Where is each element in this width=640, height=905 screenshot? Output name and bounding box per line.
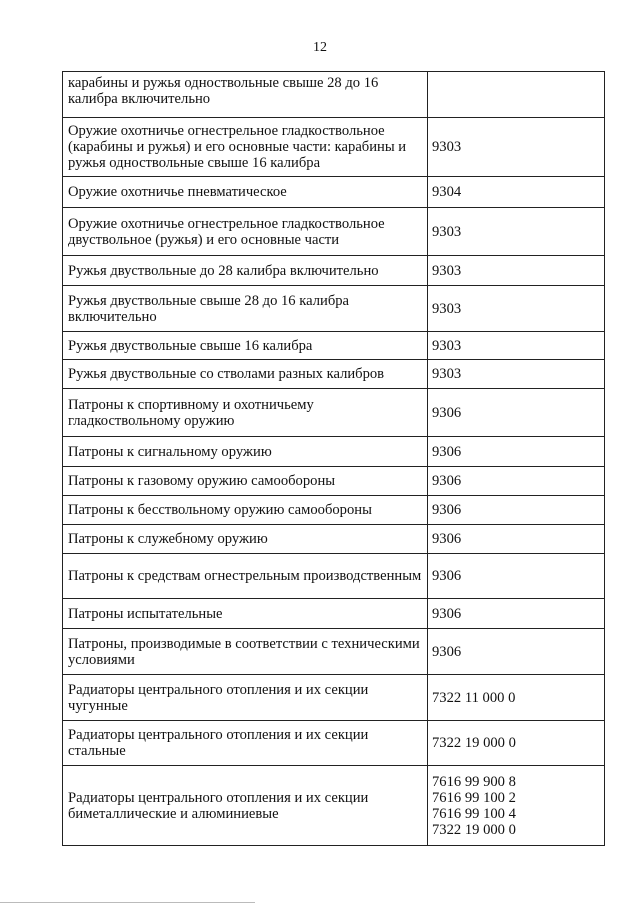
hs-code: 9306 xyxy=(432,404,462,421)
hs-code: 7616 99 100 4 xyxy=(432,805,516,822)
hs-code: 9306 xyxy=(432,473,462,489)
hs-code-cell xyxy=(428,554,605,599)
tariff-code-table xyxy=(62,71,605,846)
item-description: Ружья двуствольные свыше 16 калибра xyxy=(63,332,428,360)
item-description: Патроны к газовому оружию самообороны xyxy=(63,467,428,496)
hs-code-cell xyxy=(428,721,605,766)
item-description: Патроны испытательные xyxy=(63,599,428,629)
table-row xyxy=(63,118,605,177)
item-description: Патроны к сигнальному оружию xyxy=(63,437,428,467)
hs-code: 9306 xyxy=(432,568,462,584)
hs-code: 7616 99 100 2 xyxy=(432,789,516,806)
hs-code-cell xyxy=(428,286,605,332)
table-row xyxy=(63,467,605,496)
table-row xyxy=(63,256,605,286)
item-description: Ружья двуствольные со стволами разных калибров xyxy=(63,360,428,389)
item-description: Оружие охотничье пневматическое xyxy=(63,177,428,208)
hs-code: 9303 xyxy=(432,366,462,382)
item-description: Ружья двуствольные до 28 калибра включительно xyxy=(63,256,428,286)
hs-code-cell xyxy=(428,332,605,360)
hs-code: 9306 xyxy=(432,643,462,660)
hs-code-cell xyxy=(428,389,605,437)
table-row xyxy=(63,72,605,118)
table-row xyxy=(63,286,605,332)
item-description: Радиаторы центрального отопления и их секции стальные xyxy=(63,721,428,766)
hs-code: 9304 xyxy=(432,184,462,200)
table-body xyxy=(63,72,605,846)
item-description: Ружья двуствольные свыше 28 до 16 калибра включительно xyxy=(63,286,428,332)
hs-code-cell xyxy=(428,360,605,389)
table-row xyxy=(63,496,605,525)
hs-code: 9303 xyxy=(432,337,462,354)
hs-code: 7322 11 000 0 xyxy=(432,689,516,706)
hs-code-cell xyxy=(428,177,605,208)
item-description: Радиаторы центрального отопления и их секции чугунные xyxy=(63,675,428,721)
item-description: Радиаторы центрального отопления и их секции биметаллические и алюминиевые xyxy=(63,766,428,846)
item-description: Оружие охотничье огнестрельное гладкоствольное (карабины и ружья) и его основные части: карабины и ружья одноствольные свыше 16 калибра xyxy=(63,118,428,177)
hs-code: 9306 xyxy=(432,443,462,460)
table-row xyxy=(63,525,605,554)
table-row xyxy=(63,675,605,721)
hs-code: 9306 xyxy=(432,605,462,622)
page-number: 12 xyxy=(313,40,327,55)
table-row xyxy=(63,554,605,599)
hs-code-cell xyxy=(428,525,605,554)
hs-code-cell xyxy=(428,208,605,256)
hs-code: 7322 19 000 0 xyxy=(432,821,516,838)
table-row xyxy=(63,332,605,360)
item-description: Оружие охотничье огнестрельное гладкоствольное двуствольное (ружья) и его основные части xyxy=(63,208,428,256)
item-description: Патроны к средствам огнестрельным производственным xyxy=(63,554,428,599)
hs-code-cell xyxy=(428,766,605,846)
table-row xyxy=(63,766,605,846)
table-row xyxy=(63,437,605,467)
hs-code: 7322 19 000 0 xyxy=(432,735,516,751)
table-row xyxy=(63,629,605,675)
hs-code-cell xyxy=(428,437,605,467)
hs-code-cell xyxy=(428,72,605,118)
hs-code-cell xyxy=(428,118,605,177)
item-description: Патроны к спортивному и охотничьему гладкоствольному оружию xyxy=(63,389,428,437)
hs-code: 9306 xyxy=(432,502,462,518)
hs-code: 9303 xyxy=(432,139,462,155)
hs-code: 9306 xyxy=(432,531,462,547)
hs-code: 9303 xyxy=(432,262,462,279)
hs-code-cell xyxy=(428,629,605,675)
hs-code-cell xyxy=(428,467,605,496)
hs-code: 9303 xyxy=(432,300,462,317)
item-description: Патроны к служебному оружию xyxy=(63,525,428,554)
item-description: Патроны к бесствольному оружию самообороны xyxy=(63,496,428,525)
hs-code-cell xyxy=(428,599,605,629)
table-row xyxy=(63,599,605,629)
table-row xyxy=(63,177,605,208)
item-description: карабины и ружья одноствольные свыше 28 до 16 калибра включительно xyxy=(63,72,428,118)
table-row xyxy=(63,360,605,389)
hs-code-cell xyxy=(428,256,605,286)
item-description: Патроны, производимые в соответствии с техническими условиями xyxy=(63,629,428,675)
table-row xyxy=(63,721,605,766)
hs-code: 9303 xyxy=(432,223,462,240)
table-row xyxy=(63,389,605,437)
scan-edge-line xyxy=(0,902,255,903)
hs-code-cell xyxy=(428,496,605,525)
table-row xyxy=(63,208,605,256)
hs-code-cell xyxy=(428,675,605,721)
hs-code: 7616 99 900 8 xyxy=(432,773,516,790)
